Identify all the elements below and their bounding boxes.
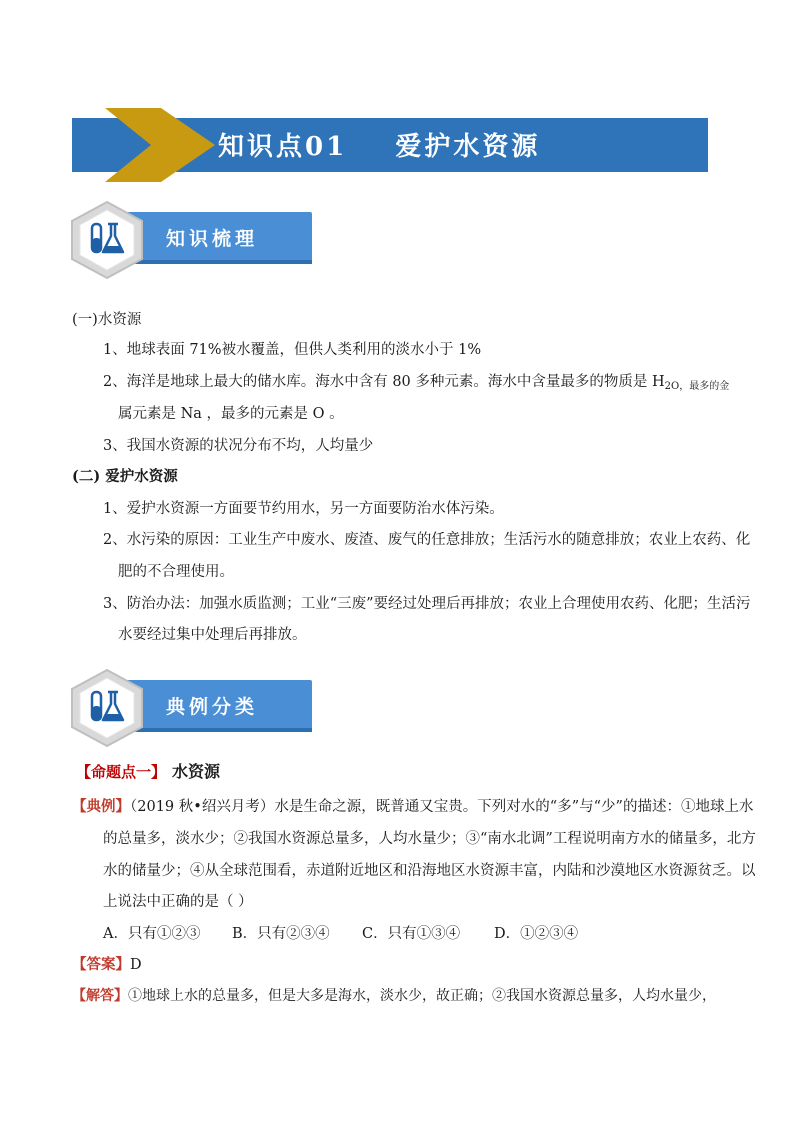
section-title: 知识梳理 — [166, 228, 259, 250]
list-item: 水要经过集中处理后再排放。 — [118, 627, 307, 643]
page-title: 知识点01 爱护水资源 — [218, 132, 541, 162]
answer-value: D — [130, 957, 142, 973]
category-label: 【命题点一】 — [76, 763, 167, 781]
section-header-knowledge — [68, 204, 312, 274]
category-topic: 水资源 — [172, 762, 221, 781]
list-item: 1、地球表面 71%被水覆盖，但供人类利用的淡水小于 1% — [103, 342, 482, 358]
answer-tag: 【答案】 — [72, 956, 130, 973]
list-item: 3、防治办法：加强水质监测；工业“三废”要经过处理后再排放；农业上合理使用农药、化肥；生活污 — [103, 596, 751, 612]
subheading-protect-water: (二) 爱护水资源 — [72, 468, 178, 485]
answer — [72, 955, 142, 975]
list-item: 2、海洋是地球上最大的储水库。海水中含有 80 多种元素。海水中含量最多的物质是 $H_{2O,最多的金}$ — [103, 374, 730, 392]
example-line: 的总量多，淡水少；②我国水资源总量多，人均水量少；③“南水北调”工程说明南方水的储量多，北方 — [103, 831, 756, 847]
category-heading — [76, 762, 220, 783]
subheading-water-resources: (一)水资源 — [72, 312, 142, 328]
list-item: 3、我国水资源的状况分布不均，人均量少 — [103, 438, 374, 454]
explanation-tag: 【解答】 — [72, 988, 128, 1004]
option-d: D．①②③④ — [494, 926, 579, 942]
example-line: 水的储量少；④从全球范围看，赤道附近地区和沿海地区水资源丰富，内陆和沙漠地区水资源贫乏。以 — [103, 863, 756, 879]
flask-icon — [68, 668, 146, 748]
example-tag: 【典例】 — [72, 798, 130, 815]
explanation — [72, 986, 716, 1006]
list-item: 肥的不合理使用。 — [118, 564, 234, 580]
option-b: B．只有②③④ — [232, 926, 330, 942]
chevron-arrow-icon — [105, 108, 215, 182]
section-title: 典例分类 — [166, 696, 259, 718]
list-item: 2、水污染的原因：工业生产中废水、废渣、废气的任意排放；生活污水的随意排放；农业上农药、化 — [103, 532, 751, 548]
section-header-examples — [68, 672, 312, 742]
example-line: 上说法中正确的是（ ） — [103, 894, 253, 910]
explanation-text: ①地球上水的总量多，但是大多是海水，淡水少，故正确；②我国水资源总量多，人均水量少， — [128, 988, 716, 1004]
example-line: 【典例】（2019 秋•绍兴月考）水是生命之源，既普通又宝贵。下列对水的“多”与“少”的描述：①地球上水 — [72, 798, 754, 815]
list-item: 属元素是 Na ，最多的元素是 O 。 — [118, 406, 344, 422]
list-item: 1、爱护水资源一方面要节约用水，另一方面要防治水体污染。 — [103, 501, 504, 517]
flask-icon — [68, 200, 146, 280]
option-c: C．只有①③④ — [362, 926, 461, 942]
option-a: A．只有①②③ — [103, 926, 201, 942]
